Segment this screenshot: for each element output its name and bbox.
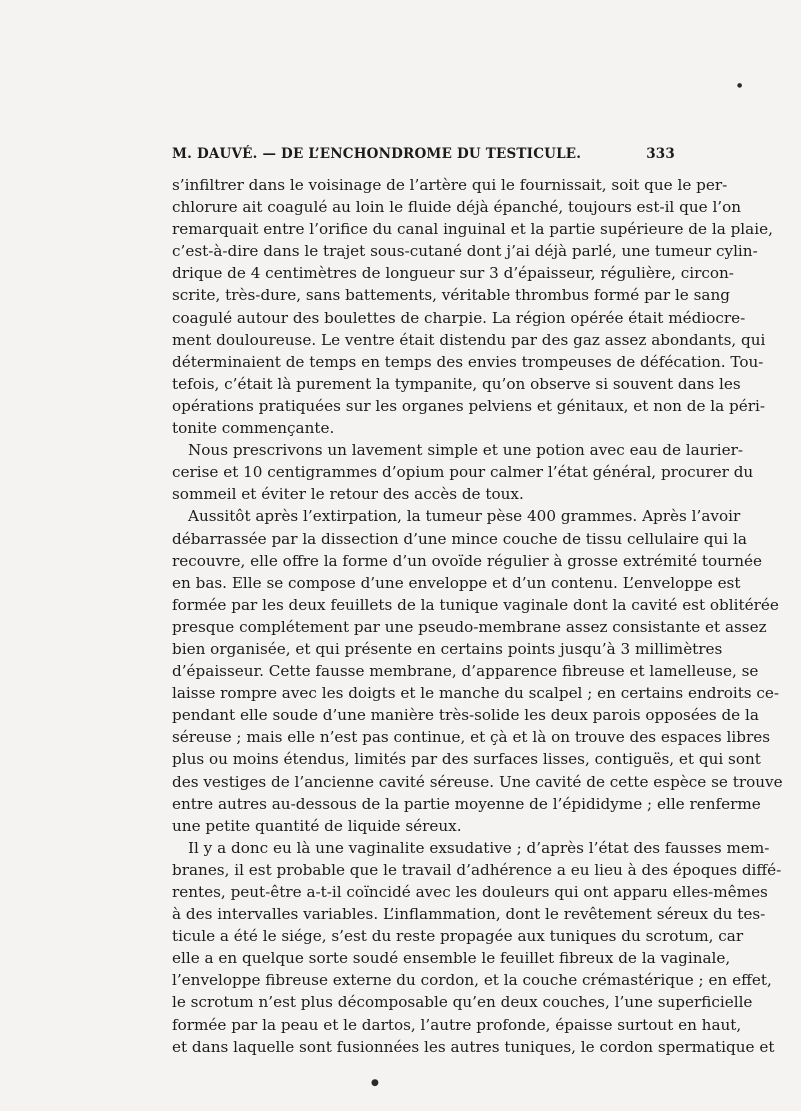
printing-speck: ●: [737, 82, 743, 89]
paragraph-start-line: Il y a donc eu là une vaginalite exsudative ; d’après l’état des fausses mem-: [188, 838, 770, 857]
paragraph-start-line: Aussitôt après l’extirpation, la tumeur pèse 400 grammes. Après l’avoir: [188, 507, 741, 526]
text-line: opérations pratiquées sur les organes pelviens et génitaux, et non de la péri-: [172, 396, 765, 415]
text-line: tonite commençante.: [172, 419, 335, 438]
text-line: une petite quantité de liquide séreux.: [172, 816, 462, 835]
text-line: ticule a été le siége, s’est du reste propagée aux tuniques du scrotum, car: [172, 927, 744, 946]
text-line: à des intervalles variables. L’inflammation, dont le revêtement séreux du tes-: [172, 905, 766, 924]
text-line: elle a en quelque sorte soudé ensemble le feuillet fibreux de la vaginale,: [172, 949, 731, 968]
text-line: sommeil et éviter le retour des accès de toux.: [172, 485, 524, 504]
text-line: branes, il est probable que le travail d’adhérence a eu lieu à des époques diffé-: [172, 860, 782, 879]
text-line: l’enveloppe fibreuse externe du cordon, et la couche crémastérique ; en effet,: [172, 971, 772, 990]
printing-speck: ●: [371, 1078, 379, 1088]
text-line: presque complétement par une pseudo-membrane assez consistante et assez: [172, 617, 767, 636]
page-number: 333: [646, 146, 675, 162]
text-line: pendant elle soude d’une manière très-solide les deux parois opposées de la: [172, 706, 759, 725]
text-line: formée par la peau et le dartos, l’autre profonde, épaisse surtout en haut,: [172, 1015, 742, 1034]
text-line: débarrassée par la dissection d’une mince couche de tissu cellulaire qui la: [172, 529, 747, 548]
text-line: déterminaient de temps en temps des envies trompeuses de défécation. Tou-: [172, 352, 764, 371]
text-line: entre autres au-dessous de la partie moyenne de l’épididyme ; elle renferme: [172, 794, 761, 813]
text-line: laisse rompre avec les doigts et le manche du scalpel ; en certains endroits ce-: [172, 684, 780, 703]
running-header: [172, 146, 675, 168]
text-line: rentes, peut-être a-t-il coïncidé avec les douleurs qui ont apparu elles-mêmes: [172, 883, 768, 901]
text-line: tefois, c’était là purement la tympanite, qu’on observe si souvent dans les: [172, 374, 741, 393]
text-line: des vestiges de l’ancienne cavité séreuse. Une cavité de cette espèce se trouve: [172, 772, 783, 791]
text-line: c’est-à-dire dans le trajet sous-cutané dont j’ai déjà parlé, une tumeur cylin-: [172, 242, 758, 261]
text-line: chlorure ait coagulé au loin le fluide déjà épanché, toujours est-il que l’on: [172, 198, 742, 217]
text-line: plus ou moins étendus, limités par des surfaces lisses, contiguës, et qui sont: [172, 750, 761, 769]
running-title: M. DAUVÉ. — DE L’ENCHONDROME DU TESTICULE.: [172, 146, 582, 162]
text-line: le scrotum n’est plus décomposable qu’en deux couches, l’une superficielle: [172, 993, 753, 1012]
text-line: scrite, très-dure, sans battements, véritable thrombus formé par le sang: [172, 286, 730, 305]
text-line: cerise et 10 centigrammes d’opium pour calmer l’état général, procurer du: [172, 463, 754, 482]
body-text: [172, 174, 783, 1058]
text-line: bien organisée, et qui présente en certains points jusqu’à 3 millimètres: [172, 639, 723, 658]
text-line: et dans laquelle sont fusionnées les autres tuniques, le cordon spermatique et: [172, 1037, 775, 1056]
text-line: ment douloureuse. Le ventre était distendu par des gaz assez abondants, qui: [172, 330, 766, 349]
paragraph-start-line: Nous prescrivons un lavement simple et une potion avec eau de laurier-: [188, 441, 743, 460]
text-line: coagulé autour des boulettes de charpie. La région opérée était médiocre-: [172, 308, 746, 327]
text-line: drique de 4 centimètres de longueur sur 3 d’épaisseur, régulière, circon-: [172, 264, 734, 283]
text-line: recouvre, elle offre la forme d’un ovoïde régulier à grosse extrémité tournée: [172, 551, 762, 570]
text-line: séreuse ; mais elle n’est pas continue, et çà et là on trouve des espaces libres: [172, 728, 771, 747]
text-line: d’épaisseur. Cette fausse membrane, d’apparence fibreuse et lamelleuse, se: [172, 662, 759, 681]
text-line: s’infiltrer dans le voisinage de l’artère qui le fournissait, soit que le per-: [172, 176, 728, 194]
text-line: en bas. Elle se compose d’une enveloppe et d’un contenu. L’enveloppe est: [172, 573, 741, 592]
text-line: formée par les deux feuillets de la tunique vaginale dont la cavité est oblitérée: [172, 595, 779, 614]
text-line: remarquait entre l’orifice du canal inguinal et la partie supérieure de la plaie,: [172, 220, 773, 239]
